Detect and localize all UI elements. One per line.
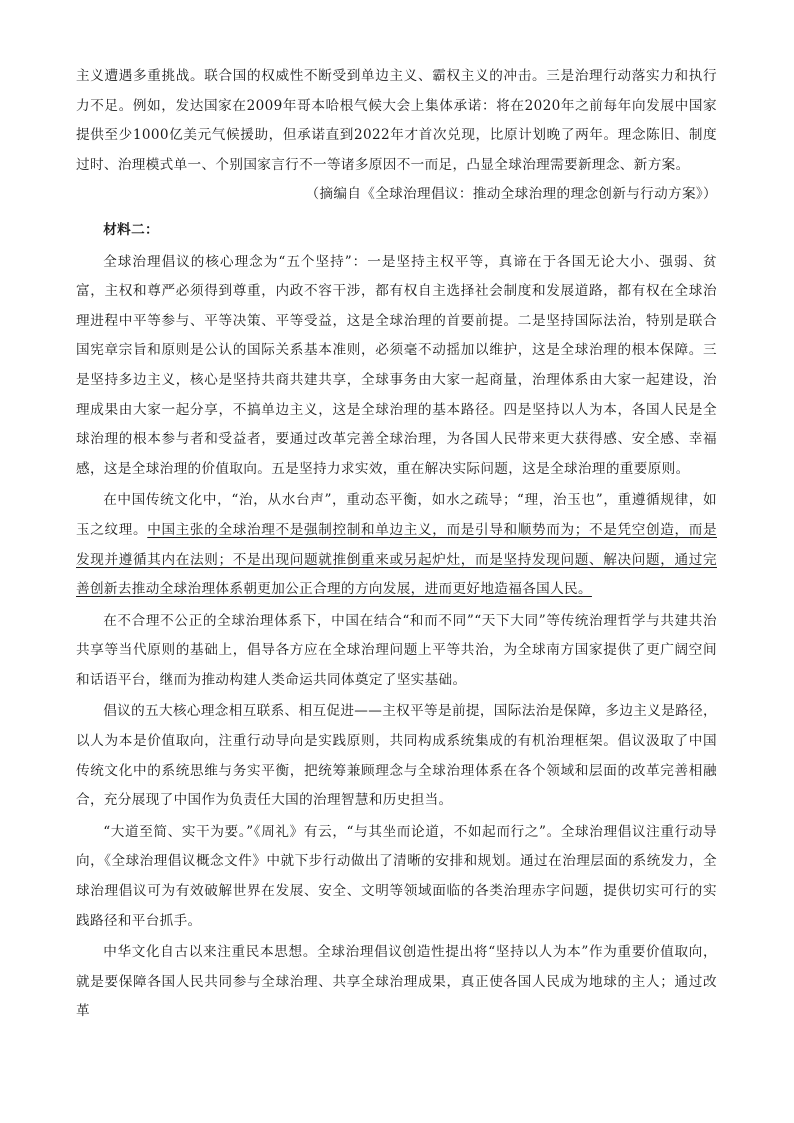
paragraph-6: 中华文化自古以来注重民本思想。全球治理倡议创造性提出将“坚持以人为本”作为重要价值取向，就是要保障各国人民共同参与全球治理、共享全球治理成果，真正使各国人民成为地球的主人；通过改革: [76, 944, 717, 1020]
paragraph-1: 全球治理倡议的核心理念为“五个坚持”：一是坚持主权平等，真谛在于各国无论大小、强弱、贫富，主权和尊严必须得到尊重，内政不容干涉，都有权自主选择社会制度和发展道路，都有权在全球治理进程中平等参与、平等决策、平等受益，这是全球治理的首要前提。二是坚持国际法治，特别是联合国宪章宗旨和原则是公认的国际关系基本准则，必须毫不动摇加以维护，这是全球治理的根本保障。三是坚持多边主义，核心是坚持共商共建共享，全球事务由大家一起商量，治理体系由大家一起建设，治理成果由大家一起分享，不搞单边主义，这是全球治理的基本路径。四是坚持以人为本，各国人民是全球治理的根本参与者和受益者，要通过改革完善全球治理，为各国人民带来更大获得感、安全感、幸福感，这是全球治理的价值取向。五是坚持力求实效，重在解决实际问题，这是全球治理的重要原则。: [76, 253, 717, 477]
paragraph-2-underlined: 中国主张的全球治理不是强制控制和单边主义，而是引导和顺势而为；不是凭空创造，而是发现并遵循其内在法则；不是出现问题就推倒重来或另起炉灶，而是坚持发现问题、解决问题，通过完善创新去推动全球治理体系朝更加公正合理的方向发展，进而更好地造福各国人民。: [76, 521, 718, 598]
source-citation: （摘编自《全球治理倡议：推动全球治理的理念创新与行动方案》）: [305, 186, 717, 203]
paragraph-continued: 主义遭遇多重挑战。联合国的权威性不断受到单边主义、霸权主义的冲击。三是治理行动落实力和执行力不足。例如，发达国家在2009年哥本哈根气候大会上集体承诺：将在2020年之前每年向发展中国家提供至少1000亿美元气候援助，但承诺直到2022年才首次兑现，比原计划晚了两年。理念陈旧、制度过时、治理模式单一、个别国家言行不一等诸多原因不一而足，凸显全球治理需要新理念、新方案。: [76, 68, 717, 173]
section-heading: 材料二：: [103, 221, 159, 238]
document-page: [76, 62, 717, 1027]
paragraph-5: “大道至简、实干为要。”《周礼》有云，“与其坐而论道，不如起而行之”。全球治理倡议注重行动导向，《全球治理倡议概念文件》中就下步行动做出了清晰的安排和规划。通过在治理层面的系统发力，全球治理倡议可为有效破解世界在发展、安全、文明等领域面临的各类治理赤字问题，提供切实可行的实践路径和平台抓手。: [76, 823, 717, 929]
paragraph-2: [76, 486, 717, 604]
paragraph-3: 在不合理不公正的全球治理体系下，中国在结合“和而不同”“天下大同”等传统治理哲学与共建共治共享等当代原则的基础上，倡导各方应在全球治理问题上平等共治，为全球南方国家提供了更广阔空间和话语平台，继而为推动构建人类命运共同体奠定了坚实基础。: [76, 612, 717, 688]
paragraph-4: 倡议的五大核心理念相互联系、相互促进——主权平等是前提，国际法治是保障，多边主义是路径，以人为本是价值取向，注重行动导向是实践原则，共同构成系统集成的有机治理框架。倡议汲取了中国传统文化中的系统思维与务实平衡，把统筹兼顾理念与全球治理体系在各个领域和层面的改革完善相融合，充分展现了中国作为负责任大国的治理智慧和历史担当。: [76, 703, 717, 809]
paragraph-2-plain: 在中国传统文化中，“治，从水台声”，重动态平衡，如水之疏导；“理，治玉也”，重遵循规律，如玉之纹理。: [76, 492, 717, 538]
